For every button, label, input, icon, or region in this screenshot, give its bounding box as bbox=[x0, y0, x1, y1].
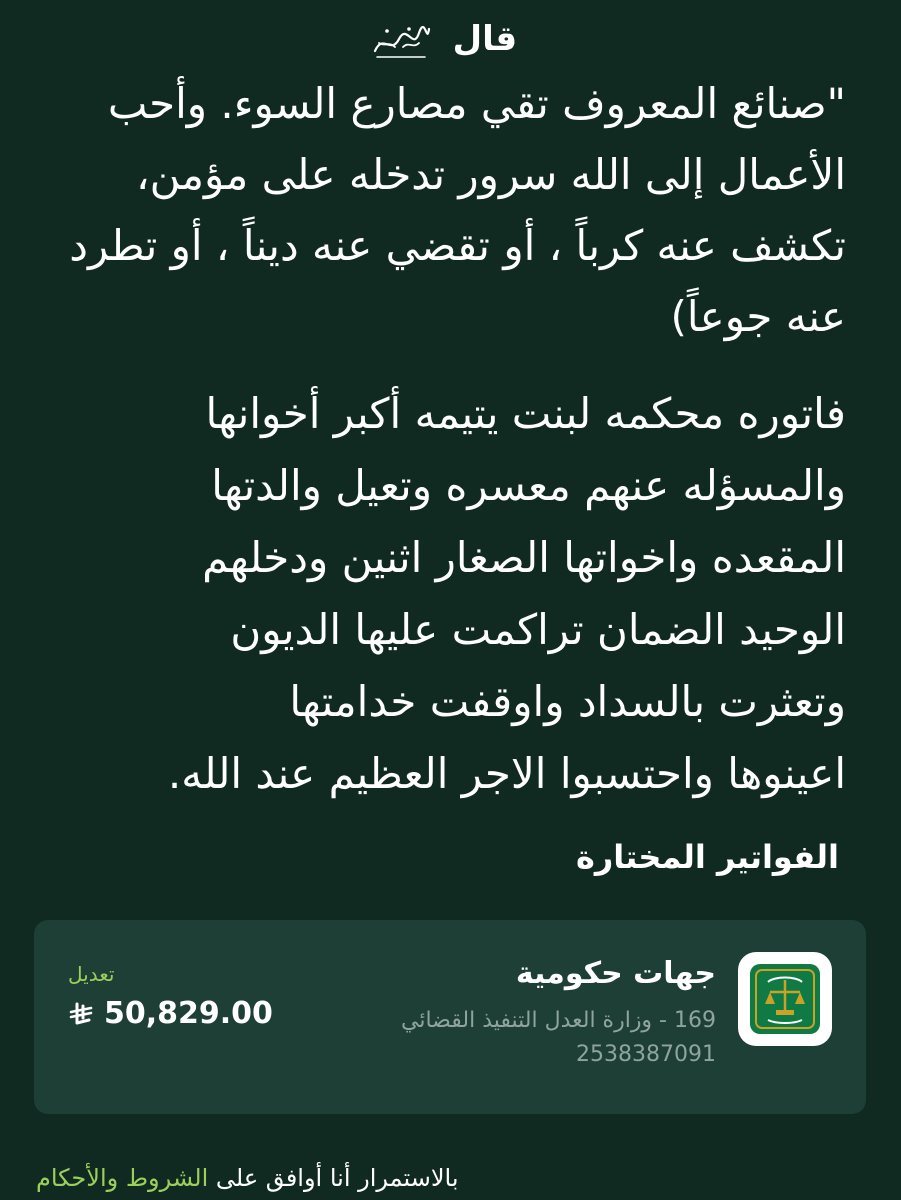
hadith-line: تكشف عنه كرباً ، أو تقضي عنه ديناً ، أو تطرد bbox=[69, 221, 846, 270]
appeal-text bbox=[40, 378, 846, 810]
saying-heading bbox=[40, 10, 846, 68]
appeal-line: الوحيد الضمان تراكمت عليها الديون bbox=[230, 605, 846, 654]
appeal-line: اعينوها واحتسبوا الاجر العظيم عند الله. bbox=[167, 749, 846, 798]
bill-number: 2538387091 bbox=[576, 1042, 716, 1067]
bill-amount bbox=[68, 994, 273, 1034]
saying-label: قال bbox=[452, 19, 518, 59]
hadith-quote bbox=[40, 68, 846, 352]
payee-name: جهات حكومية bbox=[515, 956, 716, 991]
appeal-line: فاتوره محكمه لبنت يتيمه أكبر أخوانها bbox=[205, 389, 846, 438]
payee-detail: 169 - وزارة العدل التنفيذ القضائي bbox=[401, 1008, 716, 1033]
consent-prefix: بالاستمرار أنا أوافق على bbox=[215, 1164, 459, 1192]
quote-block bbox=[40, 10, 846, 810]
terms-link[interactable]: الشروط والأحكام bbox=[36, 1164, 209, 1192]
appeal-line: والمسؤله عنهم معسره وتعيل والدتها bbox=[211, 461, 846, 510]
ministry-logo-graphic bbox=[738, 952, 832, 1046]
appeal-line: المقعده واخواتها الصغار اثنين ودخلهم bbox=[202, 533, 846, 582]
bill-card[interactable] bbox=[34, 920, 866, 1114]
edit-button[interactable]: تعديل bbox=[68, 962, 115, 986]
hadith-line: الأعمال إلى الله سرور تدخله على مؤمن، bbox=[136, 150, 846, 199]
consent-text bbox=[36, 1160, 459, 1196]
selected-bills-title: الفواتير المختارة bbox=[575, 838, 839, 876]
amount-value: 50,829.00 bbox=[104, 996, 273, 1031]
hadith-line: "صنائع المعروف تقي مصارع السوء. وأحب bbox=[107, 79, 846, 128]
hadith-line: عنه جوعاً) bbox=[670, 292, 846, 341]
calligraphy-salawat-icon bbox=[369, 21, 433, 61]
ministry-of-justice-logo bbox=[738, 952, 832, 1046]
appeal-line: وتعثرت بالسداد واوقفت خدامتها bbox=[289, 677, 846, 726]
saudi-riyal-icon bbox=[68, 1001, 94, 1027]
